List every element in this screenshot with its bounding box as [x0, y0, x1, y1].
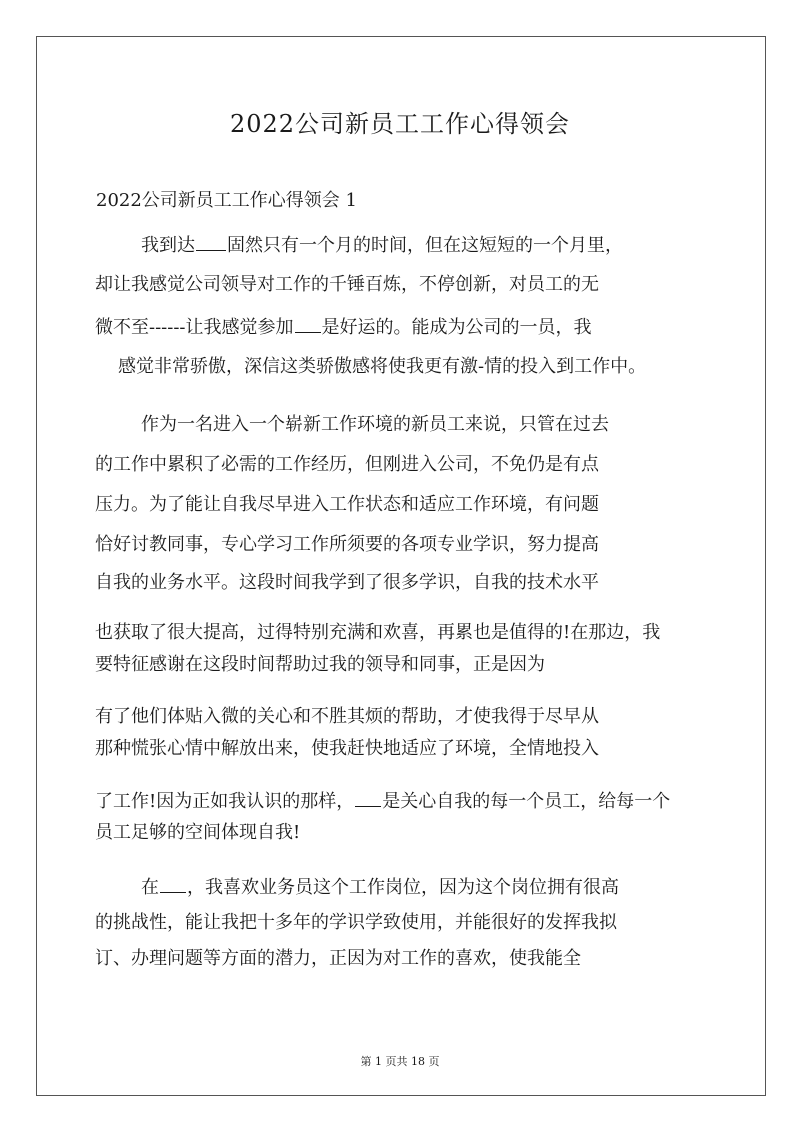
text-segment: 固然只有一个月的时间，但在这短短的一个月里， — [227, 235, 623, 256]
text-segment: 我到达 — [141, 235, 195, 256]
paragraph-line — [95, 316, 592, 339]
paragraph-line: 的挑战性，能让我把十多年的学识学致使用，并能很好的发挥我拟 — [95, 912, 617, 933]
paragraph-line: 作为一名进入一个崭新工作环境的新员工来说，只管在过去 — [141, 414, 609, 435]
paragraph-line: 却让我感觉公司领导对工作的千锤百炼，不停创新，对员工的无 — [95, 274, 599, 295]
fill-in-blank — [160, 876, 186, 893]
document-title: 2022公司新员工工作心得领会 — [229, 110, 571, 138]
paragraph-line: 恰好讨教同事，专心学习工作所须要的各项专业学识，努力提高 — [95, 534, 599, 555]
paragraph-line: 有了他们体贴入微的关心和不胜其烦的帮助，才使我得于尽早从 — [95, 706, 599, 727]
paragraph-line: 那种慌张心情中解放出来，使我赶快地适应了环境，全情地投入 — [95, 738, 599, 759]
paragraph-line: 的工作中累积了必需的工作经历，但刚进入公司，不免仍是有点 — [95, 454, 599, 475]
paragraph-line: 员工足够的空间体现自我! — [95, 822, 301, 843]
paragraph-line — [141, 234, 623, 257]
text-segment: 了工作!因为正如我认识的那样， — [95, 791, 355, 812]
page-number-footer: 第 1 页共 18 页 — [360, 1055, 440, 1068]
fill-in-blank — [196, 234, 226, 251]
paragraph-line: 也获取了很大提高，过得特别充满和欢喜，再累也是值得的!在那边，我 — [95, 622, 661, 643]
paragraph-line: 订、办理问题等方面的潜力，正因为对工作的喜欢，使我能全 — [95, 948, 581, 969]
fill-in-blank — [355, 790, 381, 807]
section-heading: 2022公司新员工工作心得领会 1 — [96, 190, 357, 211]
text-segment: 微不至------让我感觉参加 — [95, 317, 294, 338]
text-segment: 在 — [141, 877, 159, 898]
fill-in-blank — [295, 316, 321, 333]
paragraph-line — [141, 876, 619, 899]
paragraph-line: 压力。为了能让自我尽早进入工作状态和适应工作环境，有问题 — [95, 494, 599, 515]
paragraph-line: 自我的业务水平。这段时间我学到了很多学识，自我的技术水平 — [95, 572, 599, 593]
paragraph-line: 感觉非常骄傲，深信这类骄傲感将使我更有激-情的投入到工作中。 — [118, 356, 647, 377]
paragraph-line — [95, 790, 670, 813]
text-segment: 是好运的。能成为公司的一员，我 — [321, 317, 592, 338]
text-segment: ，我喜欢业务员这个工作岗位，因为这个岗位拥有很高 — [187, 877, 619, 898]
paragraph-line: 要特征感谢在这段时间帮助过我的领导和同事，正是因为 — [95, 654, 545, 675]
text-segment: 是关心自我的每一个员工，给每一个 — [382, 791, 671, 812]
